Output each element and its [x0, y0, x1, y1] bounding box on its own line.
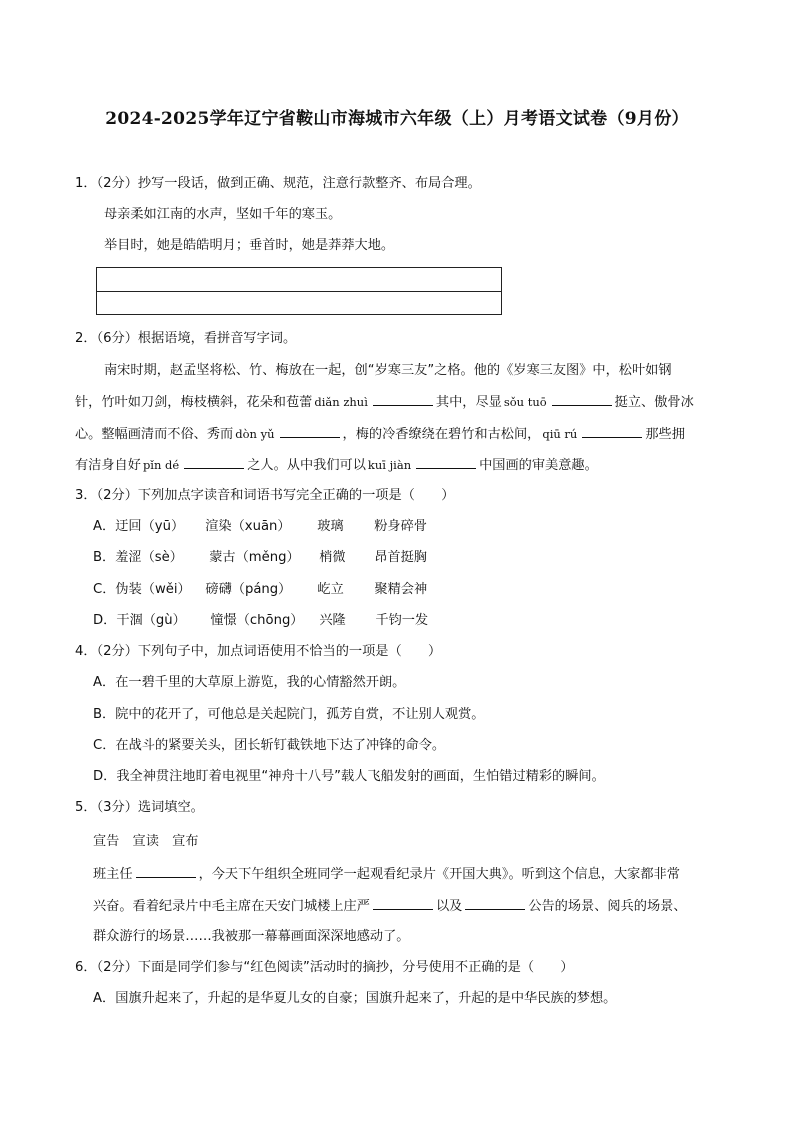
copy-box-divider: [97, 291, 501, 292]
answer-blank-1[interactable]: [373, 393, 433, 406]
question-2-line-2: 针，竹叶如刀剑，梅枝横斜，花朵和苞蕾 diǎn zhuì 其中，尽显 sǒu tuō 挺立、傲骨冰: [75, 395, 694, 410]
q5-blank-1[interactable]: [136, 865, 196, 878]
answer-blank-6[interactable]: [416, 456, 476, 469]
question-2-line-3: 心。整幅画清而不俗、秀而 dòn yǔ ，梅的冷香缭绕在碧竹和古松间， qiū rú 那些拥: [75, 427, 685, 442]
q5-blank-3[interactable]: [465, 897, 525, 910]
question-1-stem: 1．（2分）抄写一段话，做到正确、规范，注意行款整齐、布局合理。: [75, 176, 481, 191]
question-3-option-b[interactable]: B．羞涩（sè） 蒙古（měng） 梢微 昂首挺胸: [93, 550, 427, 565]
question-1-passage-line-2: 举目时，她是皓皓明月；垂首时，她是莽莽大地。: [104, 238, 395, 253]
question-4-option-b[interactable]: B．院中的花开了，可他总是关起院门，孤芳自赏，不让别人观赏。: [93, 707, 485, 722]
question-4-option-a[interactable]: A．在一碧千里的大草原上游览，我的心情豁然开朗。: [93, 675, 406, 690]
pinyin-dianzhui: diǎn zhuì: [314, 395, 368, 409]
pinyin-kuijian: kuī jiàn: [367, 458, 412, 472]
question-6-option-a[interactable]: A．国旗升起来了，升起的是华夏儿女的自豪；国旗升起来了，升起的是中华民族的梦想。: [93, 991, 617, 1006]
question-5-line-2: 兴奋。看着纪录片中毛主席在天安门城楼上庄严 以及 公告的场景、阅兵的场景、: [93, 899, 687, 914]
question-4-option-c[interactable]: C．在战斗的紧要关头，团长斩钉截铁地下达了冲锋的命令。: [93, 738, 446, 753]
copy-writing-box[interactable]: [96, 267, 502, 315]
question-6-stem: 6．（2分）下面是同学们参与“红色阅读”活动时的摘抄，分号使用不正确的是（ ）: [75, 960, 574, 975]
question-5-stem: 5．（3分）选词填空。: [75, 800, 204, 815]
page-title: 2024-2025学年辽宁省鞍山市海城市六年级（上）月考语文试卷（9月份）: [105, 109, 689, 129]
question-3-stem: 3．（2分）下列加点字读音和词语书写完全正确的一项是（ ）: [75, 488, 455, 503]
answer-blank-5[interactable]: [184, 456, 244, 469]
question-2-line-1: 南宋时期，赵孟坚将松、竹、梅放在一起，创“岁寒三友”之格。他的《岁寒三友图》中，松叶如钢: [104, 363, 672, 378]
answer-blank-2[interactable]: [552, 393, 612, 406]
pinyin-soutuo: sǒu tuō: [503, 395, 547, 409]
pinyin-danya: dòn yǔ: [235, 427, 275, 441]
pinyin-qiuru: qiū rú: [542, 427, 578, 441]
answer-blank-4[interactable]: [582, 425, 642, 438]
q5-blank-2[interactable]: [373, 897, 433, 910]
question-5-line-1: 班主任 ，今天下午组织全班同学一起观看纪录片《开国大典》。听到这个信息，大家都非常: [93, 867, 680, 882]
question-1-passage-line-1: 母亲柔如江南的水声，坚如千年的寒玉。: [104, 207, 342, 222]
answer-blank-3[interactable]: [280, 425, 340, 438]
question-4-option-d[interactable]: D．我全神贯注地盯着电视里“神舟十八号”载人飞船发射的画面，生怕错过精彩的瞬间。: [93, 769, 605, 784]
question-3-option-d[interactable]: D．干涸（gù） 憧憬（chōng） 兴隆 千钧一发: [93, 613, 429, 628]
question-5-line-3: 群众游行的场景……我被那一幕幕画面深深地感动了。: [93, 929, 410, 944]
question-4-stem: 4．（2分）下列句子中，加点词语使用不恰当的一项是（ ）: [75, 644, 442, 659]
question-3-option-a[interactable]: A．迂回（yū） 渲染（xuān） 玻璃 粉身碎骨: [93, 519, 427, 534]
question-3-option-c[interactable]: C．伪装（wěi） 磅礴（páng） 屹立 聚精会神: [93, 582, 428, 597]
question-2-stem: 2．（6分）根据语境，看拼音写字词。: [75, 331, 297, 346]
question-5-word-choices: 宣告 宣读 宣布: [93, 834, 199, 849]
pinyin-pinde: pǐn dé: [142, 458, 180, 472]
question-2-line-4: 有洁身自好 pǐn dé 之人。从中我们可以 kuī jiàn 中国画的审美意趣。: [75, 458, 598, 473]
